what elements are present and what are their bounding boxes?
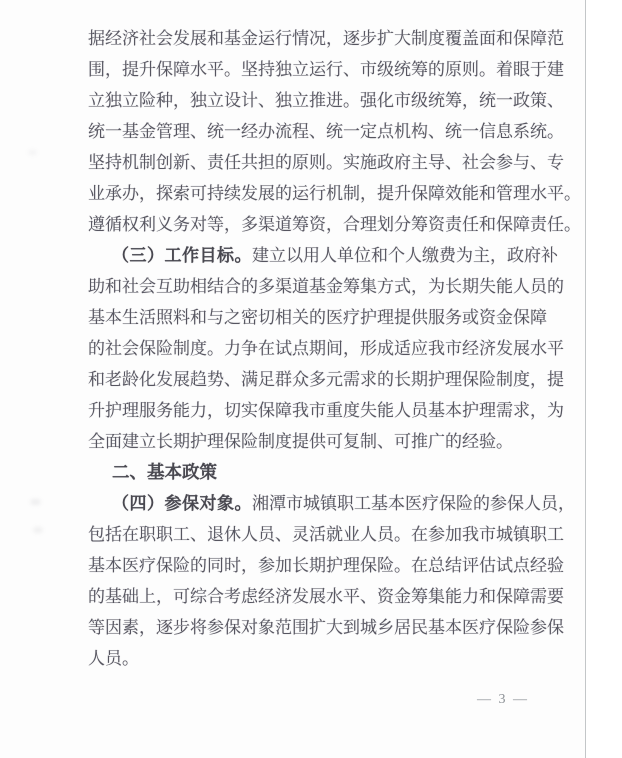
line-text: 湘潭市城镇职工基本医疗保险的参保人员， — [252, 494, 575, 513]
scan-background — [586, 0, 622, 758]
line-text: 基本生活照料和与之密切相关的医疗护理提供服务或资金保障 — [88, 308, 547, 327]
text-line — [88, 395, 570, 426]
line-text: 统一基金管理、统一经办流程、统一定点机构、统一信息系统。 — [88, 122, 564, 141]
text-line — [88, 178, 581, 209]
text-line — [88, 147, 570, 178]
text-line — [88, 550, 570, 581]
text-line — [88, 333, 570, 364]
line-text: 遵循权利义务对等，多渠道筹资，合理划分筹资责任和保障责任。 — [88, 215, 581, 234]
text-line — [88, 23, 570, 54]
line-text: 的基础上，可综合考虑经济发展水平、资金筹集能力和保障需要 — [88, 587, 564, 606]
text-block — [88, 23, 581, 674]
line-text: 全面建立长期护理保险制度提供可复制、可推广的经验。 — [88, 432, 513, 451]
line-text: 升护理服务能力，切实保障我市重度失能人员基本护理需求，为 — [88, 401, 564, 420]
line-text: 包括在职职工、退休人员、灵活就业人员。在参加我市城镇职工 — [88, 525, 564, 544]
text-line — [88, 209, 581, 240]
text-line — [88, 612, 570, 643]
line-text: 围，提升保障水平。坚持独立运行、市级统筹的原则。着眼于建 — [88, 60, 564, 79]
line-text: 业承办，探索可持续发展的运行机制，提升保障效能和管理水平。 — [88, 184, 581, 203]
line-text: 坚持机制创新、责任共担的原则。实施政府主导、社会参与、专 — [88, 153, 564, 172]
scan-artifact — [30, 499, 41, 505]
text-line — [88, 85, 570, 116]
line-text: 立独立险种，独立设计、独立推进。强化市级统筹，统一政策、 — [88, 91, 564, 110]
line-text: 等因素，逐步将参保对象范围扩大到城乡居民基本医疗保险参保 — [88, 618, 564, 637]
text-line — [88, 364, 570, 395]
line-text: 二、基本政策 — [112, 462, 217, 482]
scan-artifact — [33, 527, 43, 533]
page-number: — 3 — — [477, 692, 529, 707]
scan-artifact — [28, 150, 37, 155]
line-text: 据经济社会发展和基金运行情况，逐步扩大制度覆盖面和保障范 — [88, 29, 564, 48]
text-line — [88, 488, 575, 519]
text-line — [88, 240, 570, 271]
paragraph-lead: （四）参保对象。 — [112, 494, 252, 513]
line-text: 建立以用人单位和个人缴费为主，政府补 — [252, 246, 558, 265]
text-line — [88, 54, 570, 85]
line-text: 基本医疗保险的同时，参加长期护理保险。在总结评估试点经验 — [88, 556, 564, 575]
text-line — [88, 581, 570, 612]
text-line — [88, 302, 570, 333]
text-line — [88, 271, 570, 302]
paragraph-lead: （三）工作目标。 — [112, 246, 252, 265]
line-text: 的社会保险制度。力争在试点期间，形成适应我市经济发展水平 — [88, 339, 564, 358]
text-line — [88, 643, 570, 674]
page-edge-line — [585, 0, 586, 758]
line-text: 和老龄化发展趋势、满足群众多元需求的长期护理保险制度，提 — [88, 370, 564, 389]
line-text: 人员。 — [88, 649, 139, 668]
text-line — [88, 519, 570, 550]
text-line — [88, 426, 570, 457]
text-line — [88, 116, 570, 147]
line-text: 助和社会互助相结合的多渠道基金筹集方式，为长期失能人员的 — [88, 277, 564, 296]
section-heading — [88, 457, 570, 488]
